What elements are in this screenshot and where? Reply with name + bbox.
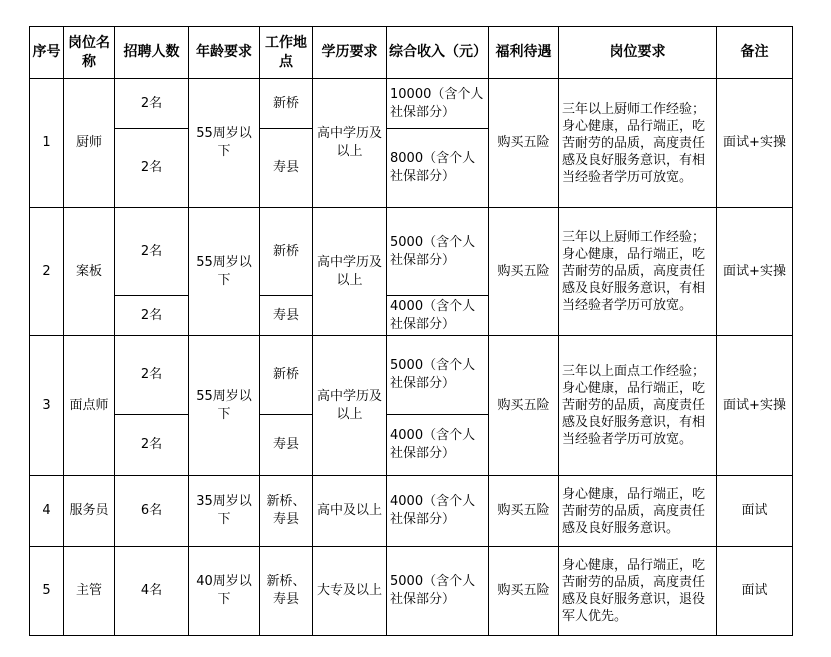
cell-location: 新桥	[260, 208, 313, 296]
cell-age: 55周岁以下	[189, 79, 260, 208]
cell-location: 新桥	[260, 79, 313, 129]
cell-count: 2名	[115, 415, 189, 476]
cell-position: 服务员	[64, 476, 115, 547]
header-count: 招聘人数	[115, 27, 189, 79]
cell-requirements: 身心健康，品行端正，吃苦耐劳的品质，高度责任感及良好服务意识，退役军人优先。	[559, 547, 717, 636]
cell-seq: 2	[30, 208, 64, 336]
header-benefits: 福利待遇	[489, 27, 559, 79]
table-row	[30, 336, 793, 415]
cell-location: 新桥、寿县	[260, 547, 313, 636]
cell-seq: 5	[30, 547, 64, 636]
header-income: 综合收入（元）	[387, 27, 489, 79]
cell-count: 4名	[115, 547, 189, 636]
cell-age: 55周岁以下	[189, 208, 260, 336]
cell-location: 寿县	[260, 415, 313, 476]
cell-position: 面点师	[64, 336, 115, 476]
cell-count: 2名	[115, 336, 189, 415]
header-education: 学历要求	[313, 27, 387, 79]
cell-benefits: 购买五险	[489, 336, 559, 476]
cell-position: 厨师	[64, 79, 115, 208]
recruitment-table	[29, 26, 793, 636]
header-row	[30, 27, 793, 79]
cell-education: 高中及以上	[313, 476, 387, 547]
cell-benefits: 购买五险	[489, 476, 559, 547]
cell-requirements: 三年以上面点工作经验；身心健康，品行端正，吃苦耐劳的品质，高度责任感及良好服务意识，有相当经验者学历可放宽。	[559, 336, 717, 476]
cell-notes: 面试+实操	[717, 79, 793, 208]
cell-location: 新桥、寿县	[260, 476, 313, 547]
cell-income: 4000（含个人社保部分）	[387, 476, 489, 547]
cell-requirements: 身心健康，品行端正，吃苦耐劳的品质，高度责任感及良好服务意识。	[559, 476, 717, 547]
cell-education: 高中学历及以上	[313, 336, 387, 476]
cell-location: 寿县	[260, 129, 313, 208]
cell-notes: 面试+实操	[717, 336, 793, 476]
header-seq: 序号	[30, 27, 64, 79]
cell-seq: 3	[30, 336, 64, 476]
cell-education: 高中学历及以上	[313, 208, 387, 336]
table-row	[30, 79, 793, 129]
cell-notes: 面试	[717, 547, 793, 636]
cell-benefits: 购买五险	[489, 547, 559, 636]
cell-seq: 4	[30, 476, 64, 547]
cell-income: 4000（含个人社保部分）	[387, 296, 489, 336]
cell-age: 55周岁以下	[189, 336, 260, 476]
table-row	[30, 476, 793, 547]
cell-income: 5000（含个人社保部分）	[387, 208, 489, 296]
cell-benefits: 购买五险	[489, 79, 559, 208]
cell-income: 4000（含个人社保部分）	[387, 415, 489, 476]
cell-location: 寿县	[260, 296, 313, 336]
cell-benefits: 购买五险	[489, 208, 559, 336]
cell-education: 大专及以上	[313, 547, 387, 636]
cell-notes: 面试+实操	[717, 208, 793, 336]
cell-position: 主管	[64, 547, 115, 636]
table-row	[30, 547, 793, 636]
cell-position: 案板	[64, 208, 115, 336]
cell-location: 新桥	[260, 336, 313, 415]
cell-requirements: 三年以上厨师工作经验；身心健康，品行端正，吃苦耐劳的品质，高度责任感及良好服务意识，有相当经验者学历可放宽。	[559, 79, 717, 208]
header-position: 岗位名称	[64, 27, 115, 79]
cell-income: 5000（含个人社保部分）	[387, 547, 489, 636]
cell-income: 10000（含个人社保部分）	[387, 79, 489, 129]
header-requirements: 岗位要求	[559, 27, 717, 79]
header-notes: 备注	[717, 27, 793, 79]
cell-income: 8000（含个人社保部分）	[387, 129, 489, 208]
table-row	[30, 208, 793, 296]
cell-requirements: 三年以上厨师工作经验；身心健康，品行端正，吃苦耐劳的品质，高度责任感及良好服务意识，有相当经验者学历可放宽。	[559, 208, 717, 336]
cell-count: 2名	[115, 129, 189, 208]
cell-count: 2名	[115, 79, 189, 129]
cell-education: 高中学历及以上	[313, 79, 387, 208]
cell-age: 40周岁以下	[189, 547, 260, 636]
cell-count: 2名	[115, 208, 189, 296]
header-age: 年龄要求	[189, 27, 260, 79]
header-location: 工作地点	[260, 27, 313, 79]
cell-notes: 面试	[717, 476, 793, 547]
cell-count: 6名	[115, 476, 189, 547]
cell-count: 2名	[115, 296, 189, 336]
cell-seq: 1	[30, 79, 64, 208]
cell-income: 5000（含个人社保部分）	[387, 336, 489, 415]
cell-age: 35周岁以下	[189, 476, 260, 547]
